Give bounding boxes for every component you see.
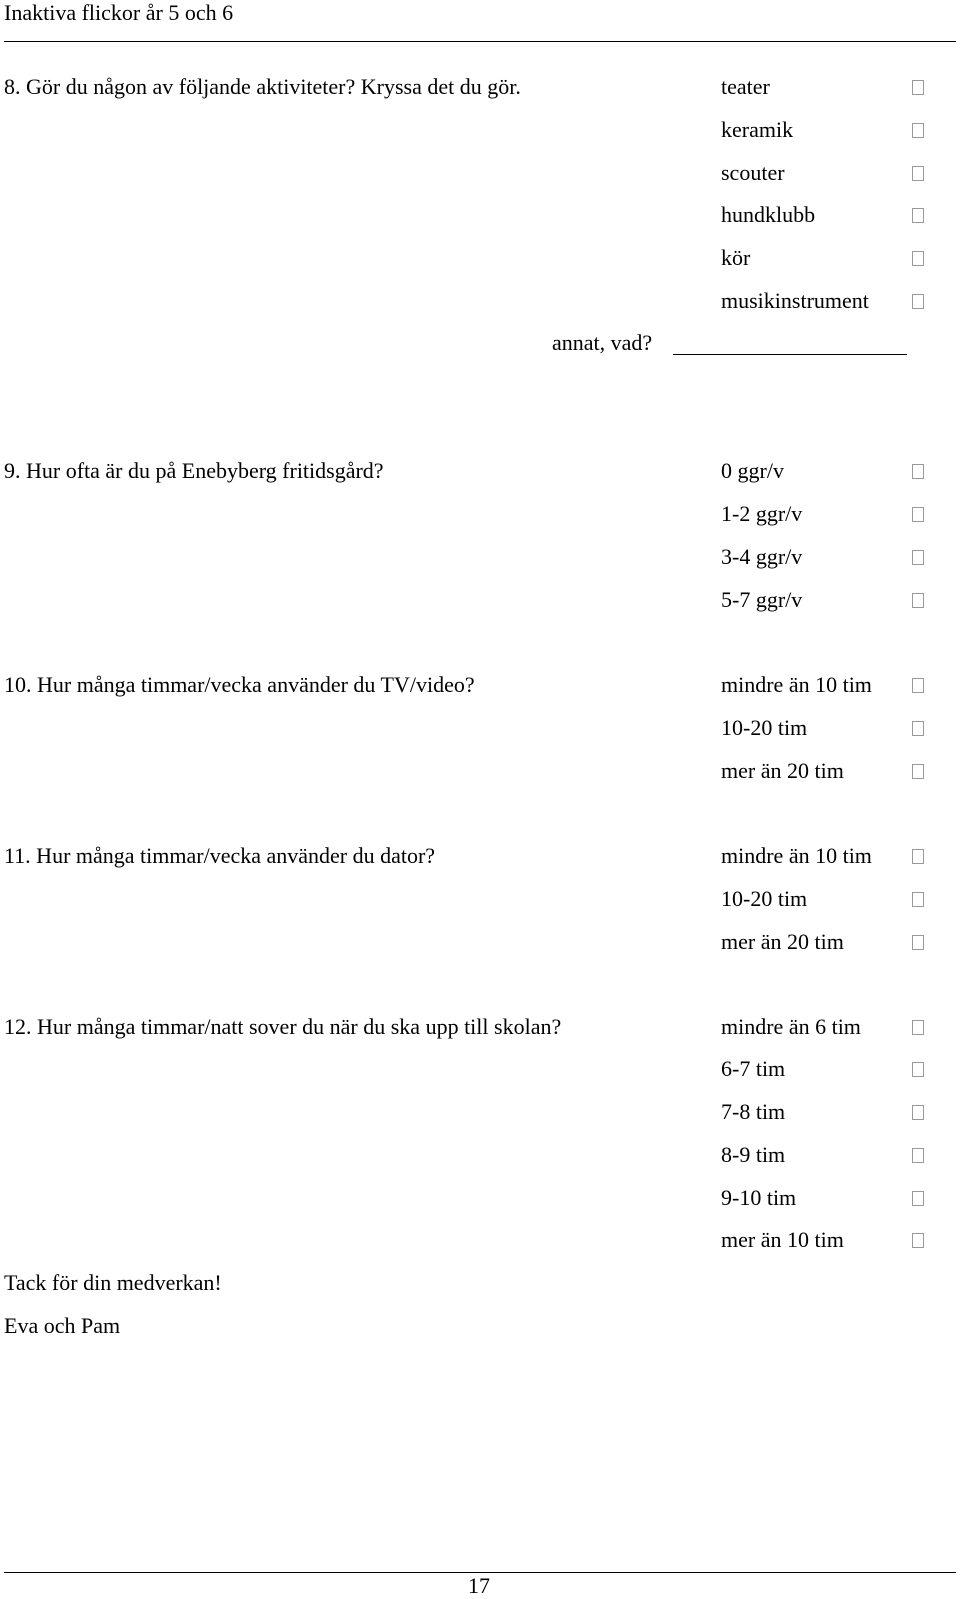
q12-option-label: mer än 10 tim <box>721 1227 844 1252</box>
q8-option-label: keramik <box>721 117 794 142</box>
q12-option-label: 9-10 tim <box>721 1185 797 1210</box>
q12-checkbox-1[interactable] <box>912 1062 924 1077</box>
question-8: 8. Gör du någon av följande aktiviteter? Kryssa det du gör. <box>4 74 521 99</box>
q9-checkbox-0[interactable] <box>912 464 924 479</box>
q11-option-label: mer än 20 tim <box>721 929 844 954</box>
q10-checkbox-2[interactable] <box>912 764 924 779</box>
q12-checkbox-5[interactable] <box>912 1233 924 1248</box>
q12-option-label: 6-7 tim <box>721 1056 786 1081</box>
q8-checkbox-musikinstrument[interactable] <box>912 294 924 309</box>
q8-checkbox-kor[interactable] <box>912 251 924 266</box>
q9-option-label: 5-7 ggr/v <box>721 587 803 612</box>
q9-checkbox-3[interactable] <box>912 593 924 608</box>
q9-checkbox-2[interactable] <box>912 550 924 565</box>
q12-checkbox-4[interactable] <box>912 1191 924 1206</box>
page-header-title: Inaktiva flickor år 5 och 6 <box>4 0 234 25</box>
q8-option-label: hundklubb <box>721 202 816 227</box>
q10-option-label: 10-20 tim <box>721 715 808 740</box>
q12-checkbox-2[interactable] <box>912 1105 924 1120</box>
q12-checkbox-3[interactable] <box>912 1148 924 1163</box>
q9-checkbox-1[interactable] <box>912 507 924 522</box>
q9-option-label: 3-4 ggr/v <box>721 544 803 569</box>
q8-option-label: musikinstrument <box>721 288 869 313</box>
q8-checkbox-scouter[interactable] <box>912 166 924 181</box>
q8-checkbox-teater[interactable] <box>912 80 924 95</box>
question-10: 10. Hur många timmar/vecka använder du TV/video? <box>4 672 475 697</box>
header-divider <box>4 41 956 42</box>
q8-checkbox-hundklubb[interactable] <box>912 208 924 223</box>
question-11: 11. Hur många timmar/vecka använder du dator? <box>4 843 436 868</box>
q8-checkbox-keramik[interactable] <box>912 123 924 138</box>
q12-option-label: 7-8 tim <box>721 1099 786 1124</box>
q8-option-label: teater <box>721 74 770 99</box>
q10-option-label: mindre än 10 tim <box>721 672 872 697</box>
page-number: 17 <box>468 1573 490 1598</box>
q10-checkbox-0[interactable] <box>912 678 924 693</box>
q12-option-label: mindre än 6 tim <box>721 1014 861 1039</box>
q9-option-label: 1-2 ggr/v <box>721 501 803 526</box>
closing-signature: Eva och Pam <box>4 1313 121 1338</box>
q9-option-label: 0 ggr/v <box>721 458 784 483</box>
q8-option-label: kör <box>721 245 751 270</box>
q11-checkbox-2[interactable] <box>912 935 924 950</box>
q11-option-label: 10-20 tim <box>721 886 808 911</box>
q8-option-label: scouter <box>721 160 785 185</box>
q12-checkbox-0[interactable] <box>912 1020 924 1035</box>
q11-option-label: mindre än 10 tim <box>721 843 872 868</box>
q8-other-input-line[interactable] <box>673 354 907 355</box>
question-9: 9. Hur ofta är du på Enebyberg fritidsgård? <box>4 458 384 483</box>
q12-option-label: 8-9 tim <box>721 1142 786 1167</box>
q8-other-label: annat, vad? <box>552 330 653 355</box>
q10-option-label: mer än 20 tim <box>721 758 844 783</box>
q10-checkbox-1[interactable] <box>912 721 924 736</box>
q11-checkbox-1[interactable] <box>912 892 924 907</box>
closing-thanks: Tack för din medverkan! <box>4 1270 222 1295</box>
q11-checkbox-0[interactable] <box>912 849 924 864</box>
question-12: 12. Hur många timmar/natt sover du när du ska upp till skolan? <box>4 1014 562 1039</box>
